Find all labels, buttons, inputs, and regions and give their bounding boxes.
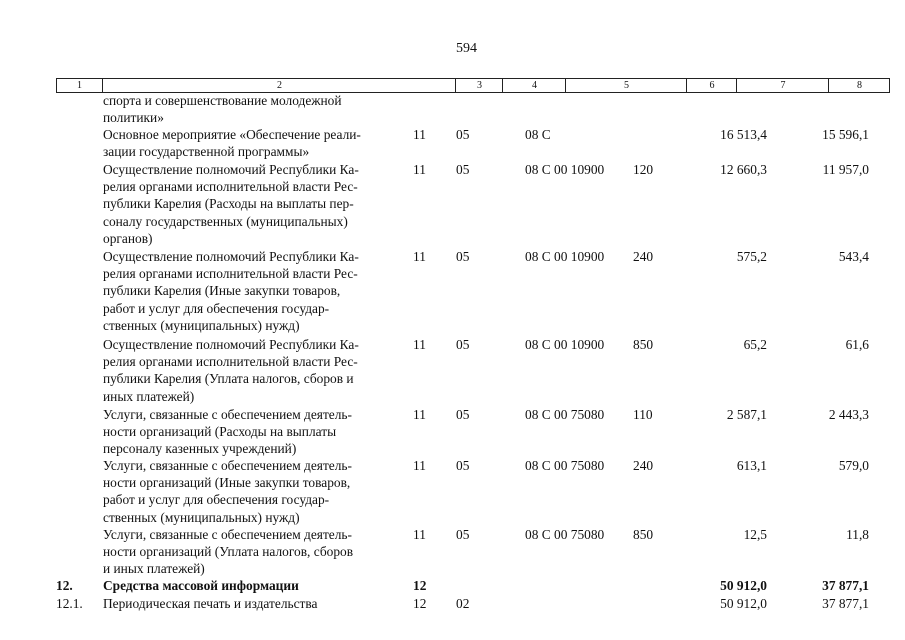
section-code: 11 [413, 407, 426, 422]
header-col-7: 7 [736, 79, 829, 92]
amount-col-8: 11 957,0 [822, 162, 869, 177]
description-line: Услуги, связанные с обеспечением деятель- [103, 407, 353, 422]
description-line: Осуществление полномочий Республики Ка- [103, 249, 359, 264]
amount-col-8: 11,8 [846, 527, 869, 542]
description-line: Услуги, связанные с обеспечением деятель- [103, 527, 353, 542]
expense-type-code: 850 [633, 527, 654, 542]
description-line: и иных платежей) [103, 561, 205, 577]
row-description [103, 577, 413, 594]
subsection-code: 05 [456, 458, 470, 473]
section-code: 12 [413, 578, 427, 593]
amount-col-7: 50 912,0 [720, 596, 767, 611]
amount-col-8: 579,0 [838, 458, 869, 473]
description-line: публики Карелия (Иные закупки товаров, [103, 283, 341, 299]
description-line: публики Карелия (Уплата налогов, сборов и [103, 371, 354, 387]
expense-type-code: 240 [633, 458, 654, 473]
row-description [103, 248, 413, 334]
header-col-8: 8 [828, 79, 890, 92]
expense-type-code: 110 [633, 407, 653, 422]
description-line: работ и услуг для обеспечения государ- [103, 300, 330, 316]
description-line: ности организаций (Иные закупки товаров, [103, 475, 351, 491]
header-col-2: 2 [102, 79, 456, 92]
subsection-code: 05 [456, 407, 470, 422]
amount-col-8: 543,4 [838, 249, 869, 264]
description-line: ственных (муниципальных) нужд) [103, 509, 300, 525]
description-line: Осуществление полномочий Республики Ка- [103, 337, 359, 352]
amount-col-7: 65,2 [743, 337, 767, 352]
description-line: Периодическая печать и издательства [103, 596, 318, 611]
description-line: соналу государственных (муниципальных) [103, 213, 348, 229]
target-article-code: 08 С 00 75080 [525, 458, 605, 473]
section-code: 11 [413, 127, 426, 142]
amount-col-7: 575,2 [736, 249, 767, 264]
description-line: релия органами исполнительной власти Рес- [103, 354, 358, 370]
subsection-code: 05 [456, 127, 470, 142]
description-line: органов) [103, 230, 153, 246]
description-line: релия органами исполнительной власти Рес- [103, 266, 358, 282]
section-code: 12 [413, 596, 427, 611]
header-col-1: 1 [77, 80, 82, 91]
row-description [103, 92, 413, 126]
table-header [56, 78, 890, 93]
row-description [103, 336, 413, 405]
amount-col-8: 2 443,3 [828, 407, 869, 422]
amount-col-8: 37 877,1 [822, 578, 869, 593]
description-line: публики Карелия (Расходы на выплаты пер- [103, 196, 354, 212]
description-line: работ и услуг для обеспечения государ- [103, 492, 330, 508]
amount-col-8: 15 596,1 [822, 127, 869, 142]
row-description [103, 595, 413, 612]
target-article-code: 08 С 00 10900 [525, 249, 605, 264]
page-number: 594 [456, 41, 477, 56]
row-description [103, 526, 413, 578]
target-article-code: 08 С 00 10900 [525, 162, 605, 177]
section-code: 11 [413, 527, 426, 542]
section-code: 11 [413, 249, 426, 264]
row-description [103, 126, 413, 160]
section-code: 11 [413, 458, 426, 473]
description-line: спорта и совершенствование молодежной [103, 93, 342, 108]
subsection-code: 05 [456, 337, 470, 352]
description-line: персоналу казенных учреждений) [103, 441, 297, 457]
description-line: Осуществление полномочий Республики Ка- [103, 162, 359, 177]
header-col-4: 4 [502, 79, 566, 92]
amount-col-7: 16 513,4 [720, 127, 767, 142]
amount-col-8: 37 877,1 [822, 596, 869, 611]
amount-col-7: 613,1 [736, 458, 767, 473]
description-line: ности организаций (Уплата налогов, сборов [103, 544, 354, 560]
description-line: зации государственной программы» [103, 144, 310, 160]
row-number: 12. [56, 578, 73, 593]
row-number: 12.1. [56, 596, 83, 611]
target-article-code: 08 С [525, 127, 551, 142]
expense-type-code: 850 [633, 337, 654, 352]
row-description [103, 161, 413, 247]
subsection-code: 02 [456, 596, 470, 611]
section-code: 11 [413, 337, 426, 352]
description-line: ственных (муниципальных) нужд) [103, 317, 300, 333]
amount-col-7: 12 660,3 [720, 162, 767, 177]
expense-type-code: 240 [633, 249, 654, 264]
row-description [103, 406, 413, 458]
subsection-code: 05 [456, 527, 470, 542]
target-article-code: 08 С 00 75080 [525, 527, 605, 542]
description-line: Основное мероприятие «Обеспечение реали- [103, 127, 361, 142]
description-line: релия органами исполнительной власти Рес- [103, 179, 358, 195]
subsection-code: 05 [456, 249, 470, 264]
target-article-code: 08 С 00 10900 [525, 337, 605, 352]
amount-col-8: 61,6 [845, 337, 869, 352]
description-line: ности организаций (Расходы на выплаты [103, 424, 337, 440]
description-line: иных платежей) [103, 388, 195, 404]
amount-col-7: 2 587,1 [726, 407, 767, 422]
header-col-3: 3 [455, 79, 503, 92]
subsection-code: 05 [456, 162, 470, 177]
amount-col-7: 50 912,0 [720, 578, 767, 593]
description-line: Услуги, связанные с обеспечением деятель- [103, 458, 353, 473]
target-article-code: 08 С 00 75080 [525, 407, 605, 422]
header-col-5: 5 [565, 79, 687, 92]
description-line: политики» [103, 110, 164, 126]
header-col-6: 6 [686, 79, 737, 92]
expense-type-code: 120 [633, 162, 654, 177]
section-code: 11 [413, 162, 426, 177]
description-line: Средства массовой информации [103, 578, 299, 593]
row-description [103, 457, 413, 526]
amount-col-7: 12,5 [743, 527, 767, 542]
